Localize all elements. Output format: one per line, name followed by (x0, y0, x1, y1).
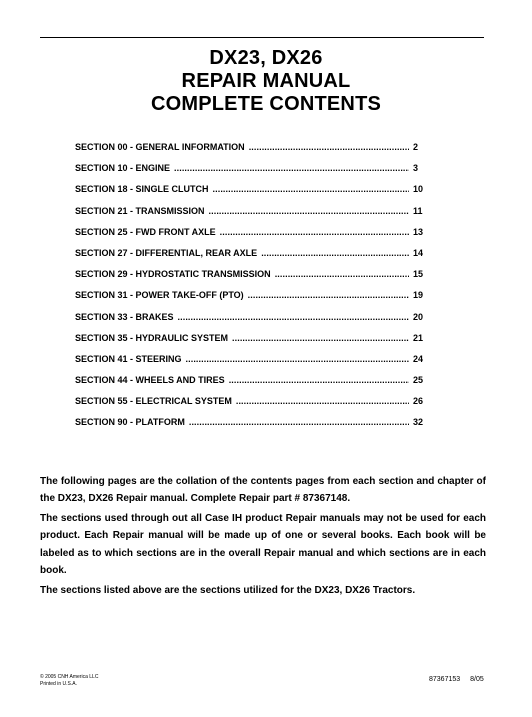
top-rule (40, 37, 484, 38)
toc-dot-leader (229, 375, 409, 385)
toc-entry[interactable] (75, 184, 435, 205)
toc-page-number: 19 (413, 290, 424, 301)
toc-entry[interactable] (75, 206, 435, 227)
toc-entry[interactable] (75, 269, 435, 290)
intro-body (40, 473, 486, 602)
printed-in-text: Printed in U.S.A. (40, 681, 77, 687)
toc-page-number: 21 (413, 332, 424, 343)
intro-paragraph-sections: The sections used through out all Case IH product Repair manuals may not be used for each product. Each Repair manual will be made up of one or several books. Each book will be labeled as to which sections are in the overall Repair manual and which sections are in each book. (40, 513, 486, 576)
title-contents: COMPLETE CONTENTS (150, 93, 382, 115)
toc-dot-leader (220, 227, 409, 237)
toc-entry[interactable] (75, 396, 435, 417)
toc-section-name: SECTION 00 - GENERAL INFORMATION (75, 142, 245, 152)
intro-paragraph-utilized: The sections listed above are the sections utilized for the DX23, DX26 Tractors. (40, 584, 416, 596)
toc-section-name: SECTION 55 - ELECTRICAL SYSTEM (75, 396, 232, 407)
toc-entry[interactable] (75, 375, 435, 396)
toc-section-name: SECTION 90 - PLATFORM (75, 417, 185, 428)
toc-section-name: SECTION 33 - BRAKES (75, 311, 174, 322)
part-number: 87367153 (429, 676, 461, 683)
toc-section-name: SECTION 27 - DIFFERENTIAL, REAR AXLE (75, 247, 258, 258)
toc-dot-leader (189, 417, 409, 427)
intro-paragraph-collation: The following pages are the collation of the contents pages from each section and chapter of the DX23, DX26 Repair manual. Complete Repair part # 87367148. (40, 476, 486, 505)
toc-dot-leader (186, 354, 409, 364)
toc-section-name: SECTION 31 - POWER TAKE-OFF (PTO) (75, 290, 244, 301)
toc-page-number: 2 (413, 142, 419, 152)
title-manual-type: REPAIR MANUAL (181, 70, 351, 92)
copyright-text: © 2005 CNH America LLC (40, 674, 99, 680)
toc-dot-leader (209, 206, 409, 216)
toc-section-name: SECTION 44 - WHEELS AND TIRES (75, 375, 225, 386)
toc-page-number: 14 (413, 247, 424, 258)
toc-section-name: SECTION 29 - HYDROSTATIC TRANSMISSION (75, 269, 271, 280)
print-date: 8/05 (470, 676, 484, 683)
toc-page-number: 15 (413, 269, 424, 280)
toc-page-number: 26 (413, 396, 424, 407)
toc-section-name: SECTION 18 - SINGLE CLUTCH (75, 184, 209, 195)
toc-section-name: SECTION 35 - HYDRAULIC SYSTEM (75, 332, 229, 343)
toc-section-name: SECTION 21 - TRANSMISSION (75, 205, 205, 216)
table-of-contents (75, 142, 435, 439)
toc-dot-leader (174, 163, 409, 173)
toc-dot-leader (275, 269, 409, 279)
document-title (0, 47, 532, 116)
toc-page-number: 24 (413, 353, 424, 364)
toc-dot-leader (213, 184, 409, 194)
title-model: DX23, DX26 (209, 47, 323, 69)
toc-entry[interactable] (75, 354, 435, 375)
toc-dot-leader (232, 333, 409, 343)
footer-imprint (40, 674, 98, 688)
toc-page-number: 3 (413, 163, 419, 174)
toc-entry[interactable] (75, 142, 435, 163)
toc-entry[interactable] (75, 417, 435, 438)
toc-dot-leader (249, 142, 409, 152)
toc-entry[interactable] (75, 248, 435, 269)
toc-section-name: SECTION 10 - ENGINE (75, 163, 171, 174)
toc-entry[interactable] (75, 227, 435, 248)
toc-section-name: SECTION 25 - FWD FRONT AXLE (75, 226, 216, 237)
toc-entry[interactable] (75, 333, 435, 354)
footer-part-info (429, 676, 484, 683)
toc-entry[interactable] (75, 312, 435, 333)
toc-dot-leader (178, 312, 409, 322)
toc-entry[interactable] (75, 290, 435, 311)
toc-dot-leader (236, 396, 409, 406)
toc-dot-leader (248, 290, 409, 300)
toc-page-number: 11 (413, 205, 423, 216)
toc-dot-leader (261, 248, 409, 258)
toc-section-name: SECTION 41 - STEERING (75, 353, 182, 364)
toc-page-number: 32 (413, 417, 424, 428)
toc-page-number: 10 (413, 184, 424, 195)
toc-entry[interactable] (75, 163, 435, 184)
toc-page-number: 25 (413, 375, 424, 386)
toc-page-number: 13 (413, 226, 424, 237)
toc-page-number: 20 (413, 311, 424, 322)
